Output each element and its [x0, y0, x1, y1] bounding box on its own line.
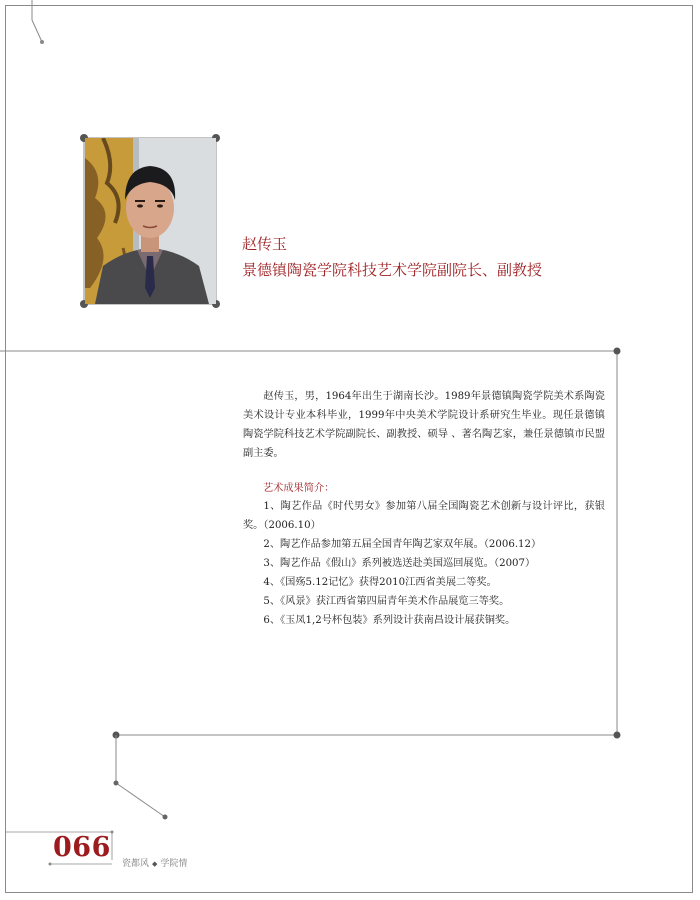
page-number: 066 — [53, 832, 111, 863]
subsection-name: 学院情 — [160, 859, 188, 869]
achievement-item: 4、《国殇5.12记忆》获得2010江西省美展二等奖。 — [263, 577, 497, 588]
portrait-photo — [85, 138, 216, 304]
section-name: 瓷都风 — [122, 859, 150, 869]
achievements-heading: 艺术成果简介： — [263, 483, 335, 494]
separator-icon: ◆ — [152, 860, 158, 868]
achievement-item: 5、《风景》获江西省第四届青年美术作品展览三等奖。 — [263, 596, 510, 607]
bio-paragraph: 赵传玉，男，1964年出生于湖南长沙。1989年景德镇陶瓷学院美术系陶瓷美术设计专业本科毕业，1999年中央美术学院设计系研究生毕业。现任景德镇陶瓷学院科技艺术学院副院长、副教授、硕导 、著名陶艺家，兼任景德镇市民盟副主委。 — [243, 391, 605, 459]
achievement-item: 3、陶艺作品《假山》系列被选送赴美国巡回展览。（2007） — [263, 558, 536, 569]
footer-section — [122, 856, 187, 869]
person-name: 赵传玉 — [242, 235, 288, 253]
achievement-item: 2、陶艺作品参加第五届全国青年陶艺家双年展。（2006.12） — [263, 539, 542, 550]
achievement-item: 6、《玉凤1,2号杯包装》系列设计获南昌设计展获铜奖。 — [263, 615, 516, 626]
person-title: 景德镇陶瓷学院科技艺术学院副院长、副教授 — [242, 261, 543, 279]
achievement-item: 1、陶艺作品《时代男女》参加第八届全国陶瓷艺术创新与设计评比，获银奖。（2006.10） — [243, 501, 605, 531]
achievements-list — [243, 497, 605, 630]
